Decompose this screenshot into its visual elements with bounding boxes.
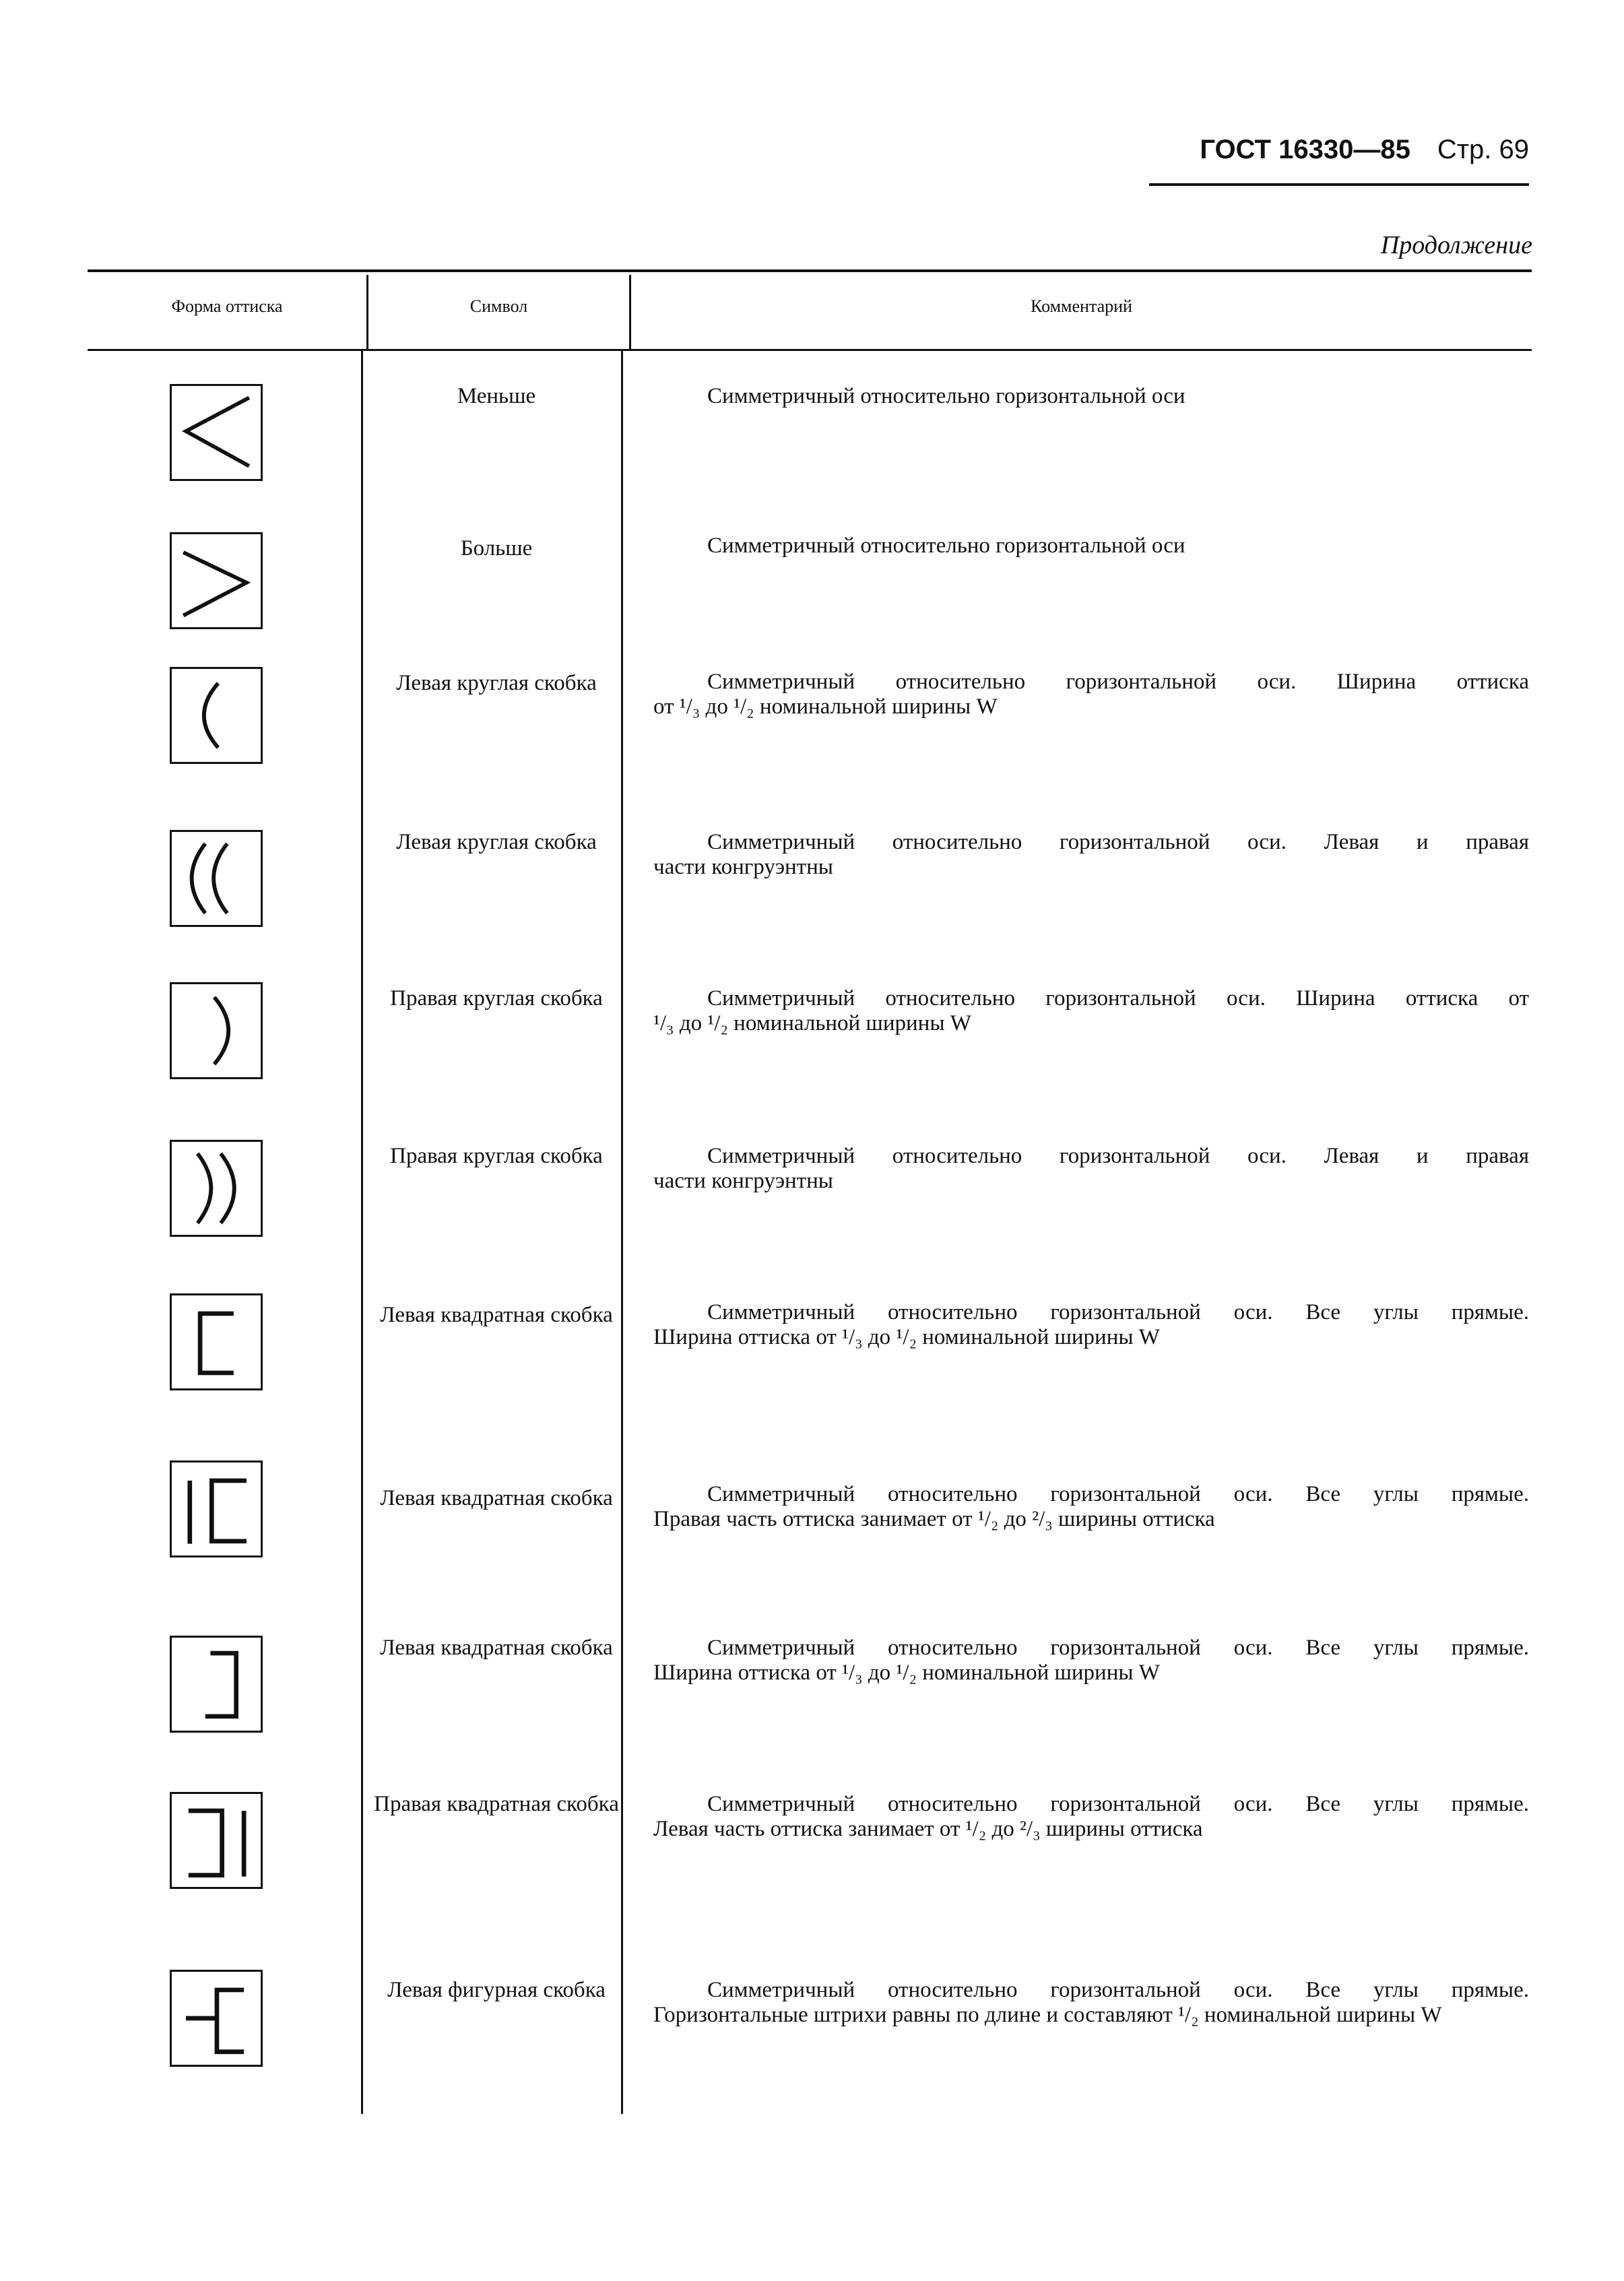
comment-text xyxy=(653,534,1529,558)
column-header-impression-shape: Форма оттиска xyxy=(171,296,283,316)
left-curly-bracket-icon xyxy=(170,1970,263,2067)
comment-text xyxy=(653,1792,1529,1842)
symbol-label: Левая круглая скобка xyxy=(396,830,597,854)
double-left-parenthesis-icon xyxy=(170,830,263,927)
column-divider-2 xyxy=(621,351,623,2114)
comment-line: Симметричный относительно горизонтальной оси. Все углы прямые. xyxy=(707,1482,1529,1506)
right-square-bracket-icon xyxy=(170,1636,263,1733)
comment-line: Симметричный относительно горизонтальной оси. Ширина оттиска от xyxy=(707,986,1529,1010)
comment-text xyxy=(653,1482,1529,1532)
symbol-label: Правая круглая скобка xyxy=(390,1144,603,1168)
comment-line: Симметричный относительно горизонтальной оси xyxy=(707,534,1185,558)
standard-number: ГОСТ 16330—85 xyxy=(1200,135,1410,164)
comment-continuation: от ¹/₃ до ¹/₂ номинальной ширины W xyxy=(653,695,998,719)
comment-continuation: части конгруэнтны xyxy=(653,1169,833,1193)
comment-line: Симметричный относительно горизонтальной оси. Все углы прямые. xyxy=(707,1978,1529,2002)
comment-continuation: Ширина оттиска от ¹/₃ до ¹/₂ номинальной ширины W xyxy=(653,1325,1160,1349)
left-square-bracket-icon xyxy=(170,1293,263,1390)
comment-continuation: Горизонтальные штрихи равны по длине и составляют ¹/₂ номинальной ширины W xyxy=(653,2003,1442,2027)
greater-than-icon xyxy=(170,532,263,629)
right-parenthesis-icon xyxy=(170,982,263,1079)
comment-text xyxy=(653,1300,1529,1350)
comment-text xyxy=(653,1144,1529,1194)
symbol-label: Меньше xyxy=(457,384,536,408)
comment-text xyxy=(653,830,1529,880)
double-right-parenthesis-icon xyxy=(170,1140,263,1237)
comment-text xyxy=(653,1636,1529,1685)
comment-line: Симметричный относительно горизонтальной оси xyxy=(707,384,1185,408)
comment-text xyxy=(653,1978,1529,2028)
less-than-icon xyxy=(170,384,263,481)
comment-line: Симметричный относительно горизонтальной оси. Все углы прямые. xyxy=(707,1792,1529,1816)
table-top-rule xyxy=(88,269,1532,272)
left-parenthesis-icon xyxy=(170,667,263,764)
comment-line: Симметричный относительно горизонтальной оси. Все углы прямые. xyxy=(707,1300,1529,1324)
comment-text xyxy=(653,986,1529,1036)
comment-continuation: Левая часть оттиска занимает от ¹/₂ до ²/₃ ширины оттиска xyxy=(653,1817,1203,1841)
page-header xyxy=(1145,135,1529,165)
column-header-comment: Комментарий xyxy=(1031,296,1132,316)
symbol-label: Левая фигурная скобка xyxy=(387,1978,606,2002)
comment-line: Симметричный относительно горизонтальной оси. Все углы прямые. xyxy=(707,1636,1529,1660)
symbol-label: Правая квадратная скобка xyxy=(374,1792,619,1816)
symbol-label: Левая квадратная скобка xyxy=(380,1486,613,1510)
symbol-label: Левая квадратная скобка xyxy=(380,1636,613,1660)
comment-line: Симметричный относительно горизонтальной оси. Левая и правая xyxy=(707,830,1529,854)
continuation-label: Продолжение xyxy=(1380,231,1532,259)
column-header-symbol: Символ xyxy=(469,296,528,316)
comment-line: Симметричный относительно горизонтальной оси. Левая и правая xyxy=(707,1144,1529,1168)
symbol-label: Левая круглая скобка xyxy=(396,671,597,695)
page-number: Стр. 69 xyxy=(1437,135,1529,164)
bar-left-square-bracket-icon xyxy=(170,1460,263,1557)
comment-text xyxy=(653,670,1529,719)
comment-line: Симметричный относительно горизонтальной оси. Ширина оттиска xyxy=(707,670,1529,694)
symbol-label: Правая круглая скобка xyxy=(390,986,603,1010)
comment-continuation: ¹/₃ до ¹/₂ номинальной ширины W xyxy=(653,1011,971,1035)
header-rule xyxy=(1149,183,1529,186)
table-header-rule xyxy=(88,349,1532,351)
comment-continuation: Правая часть оттиска занимает от ¹/₂ до ²/₃ ширины оттиска xyxy=(653,1507,1215,1531)
comment-continuation: Ширина оттиска от ¹/₃ до ¹/₂ номинальной ширины W xyxy=(653,1661,1160,1685)
comment-continuation: части конгруэнтны xyxy=(653,855,833,879)
right-square-bracket-bar-icon xyxy=(170,1792,263,1889)
symbol-label: Больше xyxy=(460,536,533,560)
symbol-label: Левая квадратная скобка xyxy=(380,1303,613,1327)
column-divider-1 xyxy=(361,351,363,2114)
comment-text xyxy=(653,384,1529,409)
